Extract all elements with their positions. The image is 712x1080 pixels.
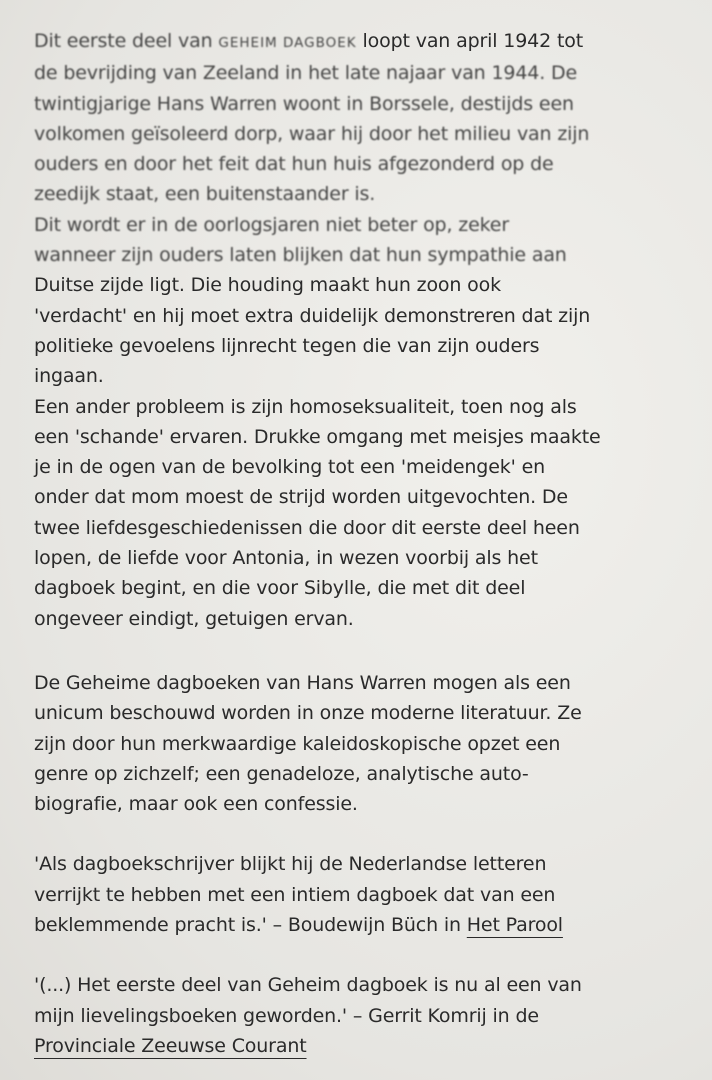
paragraph-war-years — [34, 210, 694, 392]
text-line: De Geheime dagboeken van Hans Warren mogen als een — [34, 671, 571, 694]
review-quote-buch — [34, 849, 694, 940]
text-line: dagboek begint, en die voor Sibylle, die met dit deel — [34, 577, 526, 600]
quote-line: 'Als dagboekschrijver blijkt hij de Nederlandse letteren — [34, 853, 547, 876]
quote-source-pzc: Provinciale Zeeuwse Courant — [34, 1034, 307, 1057]
text-line: twee liefdesgeschiedenissen die door dit eerste deel heen — [34, 516, 580, 539]
text-line — [34, 26, 694, 58]
paragraph-diaries-unicum — [34, 668, 694, 819]
text-line: wanneer zijn ouders laten blijken dat hun sympathie aan — [34, 244, 567, 267]
text-line: unicum beschouwd worden in onze moderne literatuur. Ze — [34, 702, 582, 725]
text-line: 'verdacht' en hij moet extra duidelijk demonstreren dat zijn — [34, 304, 591, 327]
paragraph-spacer — [34, 634, 694, 668]
text-fragment: Dit eerste deel van — [34, 30, 213, 52]
text-line: ouders en door het feit dat hun huis afgezonderd op de — [34, 153, 554, 176]
text-line: ongeveer eindigt, getuigen ervan. — [34, 607, 354, 630]
text-line: volkomen geïsoleerd dorp, waar hij door het milieu van zijn — [34, 122, 590, 145]
paragraph-intro — [34, 26, 694, 210]
quote-line: mijn lievelingsboeken geworden.' – Gerrit Komrij in de — [34, 1004, 539, 1027]
text-line: genre op zichzelf; een genadeloze, analytische auto- — [34, 762, 529, 785]
book-back-cover-text — [34, 26, 694, 1061]
quote-line: '(...) Het eerste deel van Geheim dagboek is nu al een van — [34, 974, 582, 997]
text-line: lopen, de liefde voor Antonia, in wezen voorbij als het — [34, 547, 538, 570]
text-line: zijn door hun merkwaardige kaleidoskopische opzet een — [34, 732, 561, 755]
text-line: Duitse zijde ligt. Die houding maakt hun zoon ook — [34, 274, 501, 297]
quote-line: verrijkt te hebben met een intiem dagboek dat van een — [34, 883, 556, 906]
text-line: Een ander probleem is zijn homoseksualiteit, toen nog als — [34, 395, 577, 418]
paragraph-spacer — [34, 940, 694, 970]
text-line: onder dat mom moest de strijd worden uitgevochten. De — [34, 486, 568, 509]
quote-source-het-parool: Het Parool — [466, 914, 563, 937]
text-line: biografie, maar ook een confessie. — [34, 793, 358, 816]
text-line: Dit wordt er in de oorlogsjaren niet beter op, zeker — [34, 213, 509, 236]
text-fragment: loopt van april 1942 tot — [362, 30, 584, 52]
text-line: ingaan. — [34, 365, 104, 388]
review-quote-komrij — [34, 970, 694, 1061]
paragraph-spacer — [34, 819, 694, 849]
text-line: zeedijk staat, een buitenstaander is. — [34, 183, 376, 206]
text-line: je in de ogen van de bevolking tot een 'meidengek' en — [34, 456, 546, 479]
quote-line — [34, 910, 694, 940]
book-title-smallcaps: GEHEIM DAGBOEK — [218, 35, 357, 51]
text-line: politieke gevoelens lijnrecht tegen die van zijn ouders — [34, 334, 540, 357]
paragraph-other-problem — [34, 392, 694, 634]
text-line: een 'schande' ervaren. Drukke omgang met meisjes maakte — [34, 425, 601, 448]
quote-line — [34, 1031, 694, 1061]
quote-fragment: beklemmende pracht is.' – Boudewijn Büch in — [34, 914, 467, 937]
text-line: twintigjarige Hans Warren woont in Borssele, destijds een — [34, 92, 574, 115]
text-line: de bevrijding van Zeeland in het late najaar van 1944. De — [34, 62, 578, 85]
